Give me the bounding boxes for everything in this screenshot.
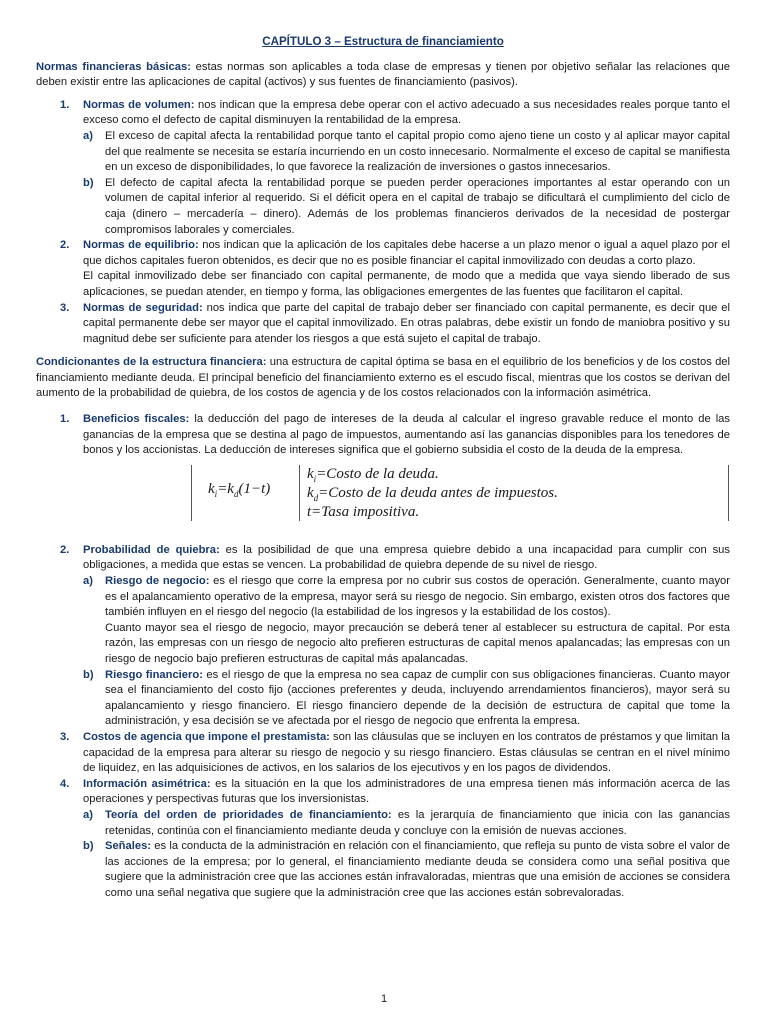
- term-normas: Normas financieras básicas:: [36, 60, 191, 73]
- formula-right-bar: [728, 465, 729, 521]
- list-item: a) Riesgo de negocio: es el riesgo que corre la empresa por no cubrir sus costos de operación. Generalmente, cuanto mayor es el apalancamiento operativo de la empresa, mayor será su riesgo de negocio. Sin embargo, existen otros dos factores que también influyen en el riesgo del negocio (la estabilidad de los ingresos y la estabilidad de los costos). Cuanto mayor sea el riesgo de negocio, mayor precaución se deberá tener al establecer su estructura de capital. Por esta razón, las empresas con un riesgo de negocio alto prefieren estructuras de capital menos apalancadas; las empresas con un riesgo de negocio bajo prefieren estructuras de capital más apalancadas.: [83, 575, 730, 665]
- formula-def: $k_i=Costo$ de la deuda.: [307, 465, 439, 484]
- normas-list: [36, 98, 730, 348]
- formula-left-bar: [191, 465, 192, 521]
- sub-list: [83, 808, 730, 902]
- list-item: b) Señales: es la conducta de la administración en relación con el financiamiento, que refleja su punto de vista sobre el valor de las acciones de la empresa; por lo general, el financiamiento mediante deuda se considera como una señal positiva que sugiere que la administración cree que las acciones están infravaloradas, mientras que una emisión de acciones se considera como una señal negativa que sugiere que la administración cree que las acciones están sobrevaloradas.: [83, 840, 730, 899]
- list-item: a) El exceso de capital afecta la rentabilidad porque tanto el capital propio como ajeno tiene un costo y al aplicar mayor capital del que realmente se necesita se estaría incurriendo en un costo innecesario. Normalmente el exceso de capital se manifiesta en un exceso de disponibilidades, lo que favorece la realización de inversiones o gastos innecesarios.: [83, 129, 730, 174]
- item-number: 1.: [60, 98, 70, 111]
- item-number: 3.: [60, 730, 70, 743]
- formula-definitions: [307, 465, 558, 522]
- item-number: 1.: [60, 413, 70, 426]
- condicionantes-list-continued: [36, 543, 730, 902]
- item-number: 3.: [60, 301, 70, 314]
- list-item: a) Teoría del orden de prioridades de financiamiento: es la jerarquía de financiamiento que inicia con las ganancias retenidas, continúa con el financiamiento mediante deuda y concluye con la emisión de nuevas acciones.: [83, 808, 730, 837]
- list-item: 1. Normas de volumen: nos indican que la empresa debe operar con el activo adecuado a sus necesidades reales porque tanto el exceso como el defecto de capital disminuyen la rentabilidad de la empresa. a) El exceso de capital afecta la rentabilidad porque tanto el capital propio como ajeno tiene un costo y al aplicar mayor capital del que realmente se necesita se estaría incurriendo en un costo innecesario. Normalmente el exceso de capital se manifiesta en un exceso de disponibilidades, lo que favorece la realización de inversiones o gastos innecesarios. b) El defecto de capital afecta la rentabilidad porque se pueden perder operaciones importantes al estar operando con un volumen de capital inferior al requerido. Si el déficit opera en el capital de trabajo se dificultará el cumplimiento del ciclo de caja (dinero – mercadería – dinero). Además de los problemas financieros derivados de la necesidad de postergar compromisos laborales y comerciales.: [36, 98, 730, 238]
- list-item: b) Riesgo financiero: es el riesgo de que la empresa no sea capaz de cumplir con sus obligaciones financieras. Cuanto mayor sea el financiamiento del costo fijo (acciones preferentes y deuda, incluyendo arrendamientos financieros), mayor será su apalancamiento y riesgo financiero. El riesgo financiero depende de la decisión de estructura de capital que tome la administración, y esa decisión se ve afectada por el riesgo de negocio que enfrenta la empresa.: [83, 668, 730, 728]
- list-item: 1. Beneficios fiscales: la deducción del pago de intereses de la deuda al calcular el ingreso gravable reduce el monto de las ganancias de la empresa que se destina al pago de impuestos, aumentando así las ganancias disponibles para los tenedores de bonos y los accionistas. La deducción de intereses significa que el gobierno subsidia el costo de la deuda de la empresa.: [60, 413, 730, 457]
- list-item: 3. Costos de agencia que impone el prestamista: son las cláusulas que se incluyen en los contratos de préstamos y que limitan la capacidad de la empresa para alterar su riesgo de negocio y su riesgo financiero. Estas cláusulas se centran en el nivel mínimo de liquidez, en las adquisiciones de activos, en los salarios de los ejecutivos y en los pagos de dividendos.: [60, 730, 730, 775]
- list-item: 3. Normas de seguridad: nos indica que parte del capital de trabajo deber ser financiado con capital permanente, es decir que el capital permanente debe ser mayor que el capital inmovilizado. En otras palabras, debe existir un fondo de maniobra positivo y su magnitud debe ser suficiente para atender los riesgos a que está sujeto el capital de trabajo.: [60, 301, 731, 345]
- formula-def: $k_d=Costo$ de la deuda antes de impuestos.: [307, 484, 558, 503]
- item-number: 2.: [60, 239, 70, 252]
- sub-list: [83, 574, 730, 730]
- item-number: 4.: [60, 777, 70, 790]
- formula-def: t=Tasa impositiva.: [307, 503, 420, 520]
- document-body: [36, 34, 730, 902]
- condicionantes-list: [36, 412, 730, 459]
- formula-box: [36, 465, 730, 521]
- list-item: 2. Normas de equilibrio: nos indican que la aplicación de los capitales debe hacerse a un plazo menor o igual a aquel plazo por el que dichos capitales fueron obtenidos, es decir que no es posible financiar el capital inmovilizado con deudas a corto plazo. El capital inmovilizado debe ser financiado con capital permanente, de modo que a medida que vaya siendo liberado de sus aplicaciones, se puedan atender, en tiempo y forma, las obligaciones emergentes de las fuentes que facilitaron el capital.: [60, 239, 731, 298]
- item-number: 2.: [60, 543, 70, 556]
- list-item: 4. Información asimétrica: es la situación en la que los administradores de una empresa tienen más información acerca de las operaciones y perspectivas futuras que los inversionistas. a) Teoría del orden de prioridades de financiamiento: es la jerarquía de financiamiento que inicia con las ganancias retenidas, continúa con el financiamiento mediante deuda y concluye con la emisión de nuevas acciones. b) Señales: es la conducta de la administración en relación con el financiamiento, que refleja su punto de vista sobre el valor de las acciones de la empresa; por lo general, el financiamiento mediante deuda se considera como una señal positiva que sugiere que la administración cree que las acciones están infravaloradas, mientras que una emisión de acciones se considera como una señal negativa que sugiere que la administración cree que las acciones están sobrevaloradas.: [36, 777, 730, 902]
- formula-middle-bar: [299, 465, 300, 521]
- list-item: 2. Probabilidad de quiebra: es la posibilidad de que una empresa quiebre debido a una incapacidad para cumplir con sus obligaciones, a medida que estas se vencen. La probabilidad de quiebra depende de su nivel de riesgo. a) Riesgo de negocio: es el riesgo que corre la empresa por no cubrir sus costos de operación. Generalmente, cuanto mayor es el apalancamiento operativo de la empresa, mayor será su riesgo de negocio. Sin embargo, existen otros dos factores que también influyen en el riesgo del negocio (la estabilidad de los ingresos y la estabilidad de los costos). Cuanto mayor sea el riesgo de negocio, mayor precaución se deberá tener al establecer su estructura de capital. Por esta razón, las empresas con un riesgo de negocio alto prefieren estructuras de capital menos apalancadas; las empresas con un riesgo de negocio bajo prefieren estructuras de capital más apalancadas. b) Riesgo financiero: es el riesgo de que la empresa no sea capaz de cumplir con sus obligaciones financieras. Cuanto mayor sea el financiamiento del costo fijo (acciones preferentes y deuda, incluyendo arrendamientos financieros), mayor será su apalancamiento y riesgo financiero. El riesgo financiero depende de la decisión de estructura de capital que tome la administración, y esa decisión se ve afectada por el riesgo de negocio que enfrenta la empresa.: [36, 543, 730, 730]
- paragraph-condicionantes: Condicionantes de la estructura financiera: una estructura de capital óptima se basa en el equilibrio de los beneficios y de los costos del financiamiento mediante deuda. El principal beneficio del financiamiento externo es el escudo fiscal, mientras que los costos se derivan del aumento de la probabilidad de quiebra, de los costos de agencia y de los costos relacionados con la información asimétrica.: [36, 356, 731, 400]
- sub-list: [83, 129, 730, 238]
- page-number: 1: [380, 993, 388, 1005]
- paragraph-normas: Normas financieras básicas: estas normas son aplicables a toda clase de empresas y tienen por objetivo señalar las relaciones que deben existir entre las aplicaciones de capital (activos) y sus fuentes de financiamiento (pasivos).: [36, 60, 730, 89]
- page-title: CAPÍTULO 3 – Estructura de financiamiento: [262, 35, 504, 48]
- formula-equation: $k_i=k_d(1-t)$: [208, 480, 271, 499]
- list-item: b) El defecto de capital afecta la rentabilidad porque se pueden perder operaciones importantes al estar operando con un volumen de capital inferior al requerido. Si el déficit opera en el capital de trabajo se dificultará el cumplimiento del ciclo de caja (dinero – mercadería – dinero). Además de los problemas financieros derivados de la necesidad de postergar compromisos laborales y comerciales.: [83, 176, 730, 236]
